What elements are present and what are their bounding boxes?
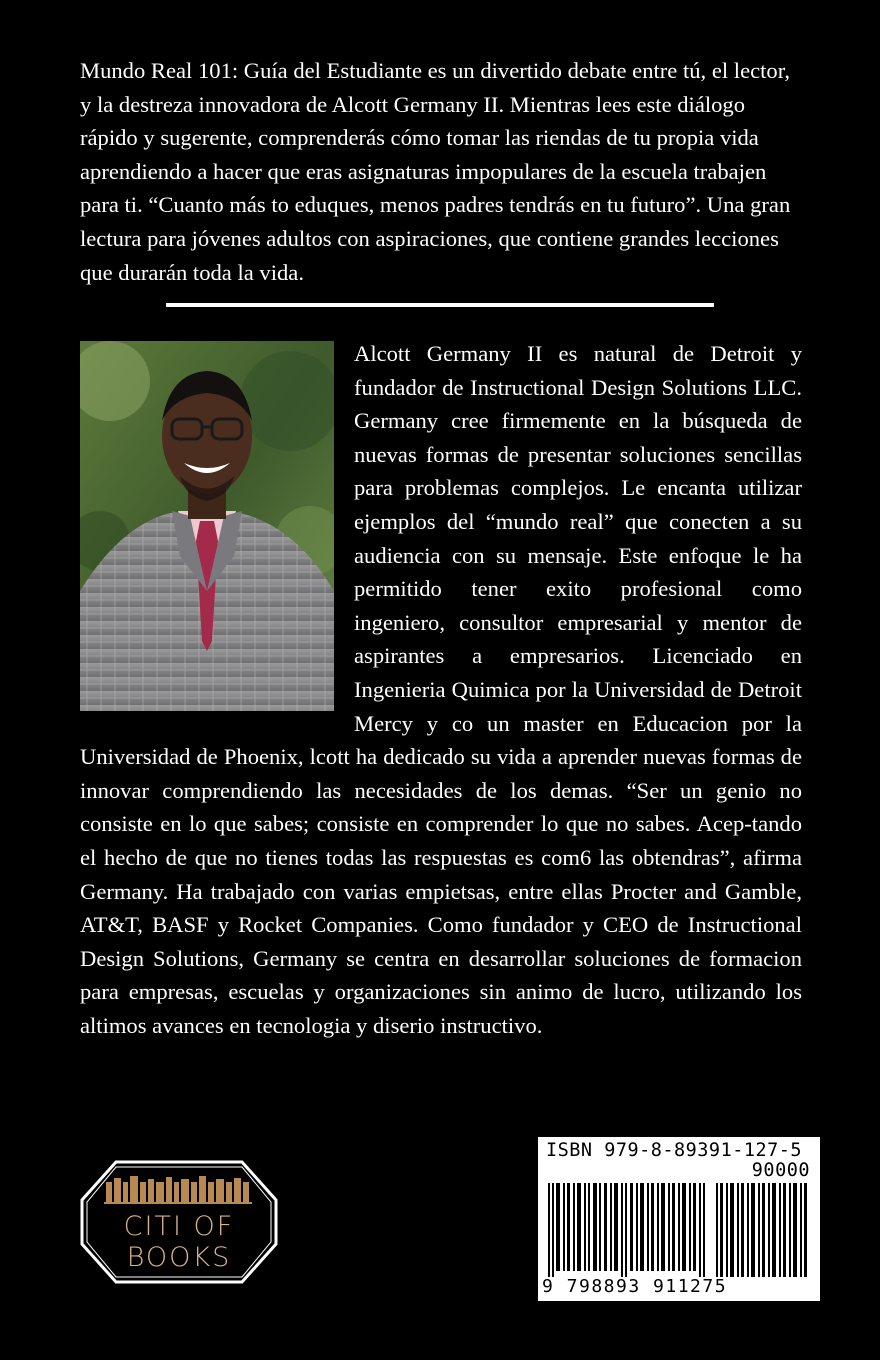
section-divider [166, 303, 714, 307]
main-barcode-icon [544, 1183, 710, 1277]
photo-wrap-spacer [80, 341, 334, 711]
barcode-digits: 9 798893 911275 [542, 1276, 728, 1297]
book-blurb: Mundo Real 101: Guía del Estudiante es un divertido debate entre tú, el lector, y la destreza innovadora de Alcott Germany II. Mientras lees este diálogo rápido y sugerente, comprenderás cómo tomar las riendas de tu propia vida aprendiendo a hacer que eras asignaturas impopulares de la escuela trabajen para ti. “Cuanto más to eduques, menos padres tendrás en tu futuro”. Una gran lectura para jóvenes adultos con aspiraciones, que contiene grandes lecciones que durarán toda la vida. [80, 58, 791, 285]
author-bio-text: Alcott Germany II es natural de Detroit y fundador de Instructional Design Solutions LLC. Germany cree firmemente en la búsqueda de nuevas formas de presentar soluciones sencillas para problemas complejos. Le encanta utilizar ejemplos del “mundo real” que conecten a su audiencia con su mensaje. Este enfoque le ha permitido tener exito profesional como ingeniero, consultor empresarial y mentor de aspirantes a empresarios. Licenciado en Ingenieria Quimica por la Universidad de Detroit Mercy y co un master en Educacion por la Universidad de Phoenix, lcott ha dedicado su vida a aprender nuevas formas de innovar comprendiendo las necesidades de los demas. “Ser un genio no consiste en lo que sabes; consiste en comprender lo que no sabes. Acep-tando el hecho de que no tienes todas las respuestas es com6 las obtendras”, afirma Germany. Ha trabajado con varias empietsas, entre ellas Procter and Gamble, AT&T, BASF y Rocket Companies. Como fundador y CEO de Instructional Design Solutions, Germany se centra en desarrollar soluciones de formacion para empresas, escuelas y organizaciones sin animo de lucro, utilizando los altimos avances en tecnologia y diserio instructivo. [80, 341, 802, 1038]
isbn-label: ISBN 979-8-89391-127-5 [546, 1140, 803, 1161]
publisher-logo [80, 1160, 278, 1284]
publisher-name-line1: CITI OF [123, 1211, 235, 1242]
addon-barcode-icon [714, 1183, 812, 1277]
publisher-name-line2: BOOKS [126, 1242, 232, 1273]
isbn-barcode [538, 1137, 820, 1301]
price-code: 90000 [751, 1160, 810, 1181]
author-bio [80, 337, 802, 1042]
